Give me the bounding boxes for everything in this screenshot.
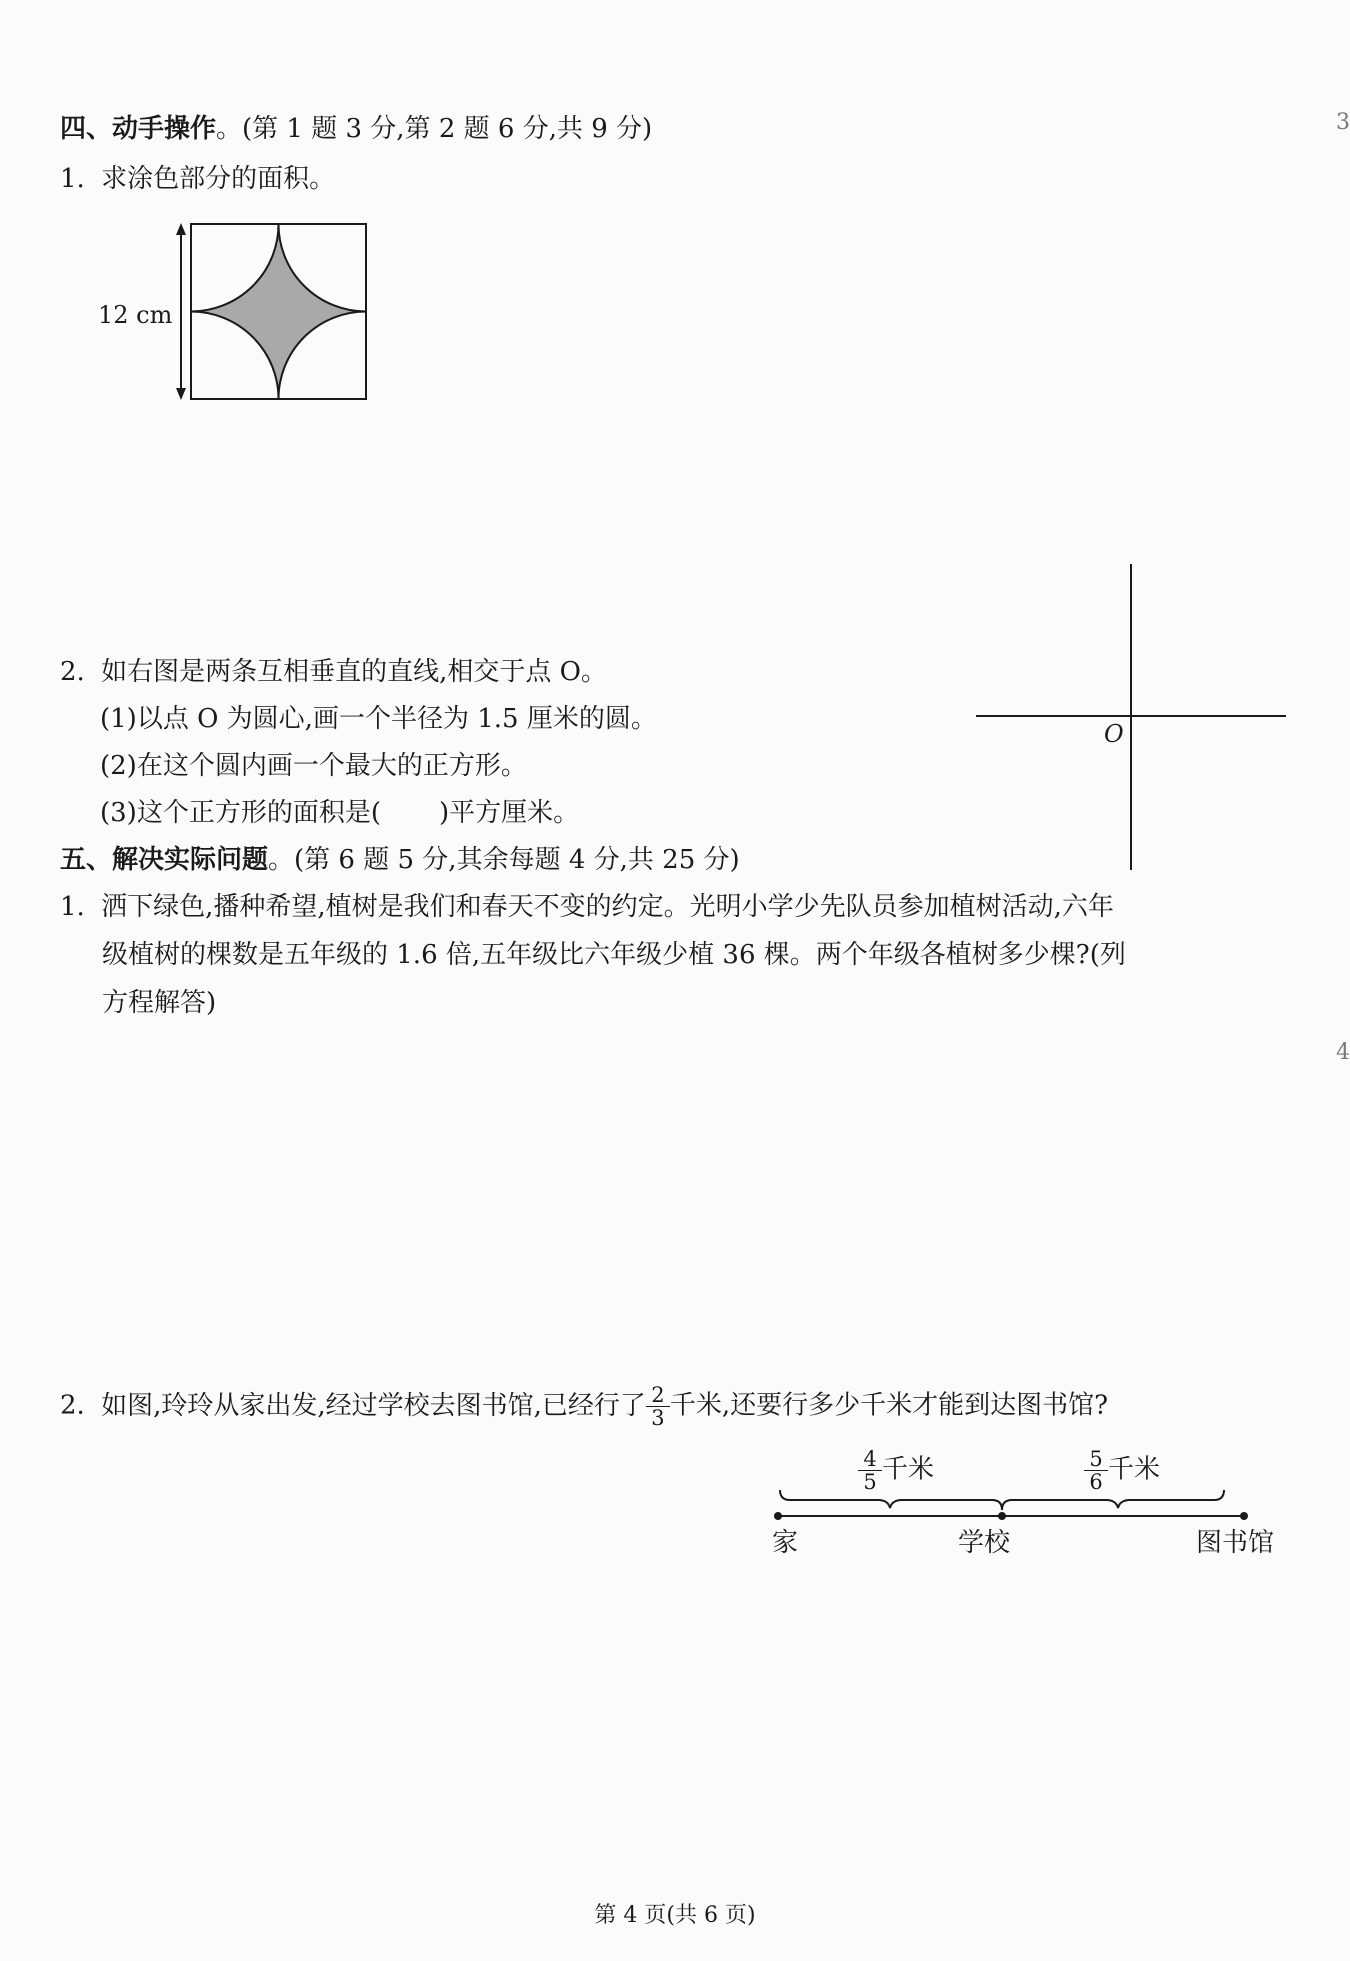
seg1-numerator: 4 — [863, 1447, 877, 1471]
frac-numerator: 2 — [651, 1383, 665, 1407]
brace-home-school — [780, 1490, 1002, 1510]
fraction-two-thirds — [648, 1384, 668, 1429]
section5-title: 五、解决实际问题 — [60, 845, 269, 875]
s5-q2 — [60, 1384, 1108, 1429]
s5-q1-text-line1: 洒下绿色,播种希望,植树是我们和春天不变的约定。光明小学少先队员参加植树活动,六年 — [101, 892, 1114, 922]
s4-q2 — [60, 655, 607, 689]
section5-note: 。(第 6 题 5 分,其余每题 4 分,共 25 分) — [268, 845, 740, 875]
label-school: 学校 — [958, 1528, 1011, 1558]
section4-note: 。(第 1 题 3 分,第 2 题 6 分,共 9 分) — [216, 114, 653, 144]
segment1-label — [858, 1448, 934, 1493]
s4-q2-number: 2. — [60, 657, 85, 687]
seg1-denominator: 5 — [863, 1470, 877, 1494]
s5-q1-line1 — [60, 890, 1114, 924]
label-home: 家 — [772, 1528, 799, 1558]
seg2-unit: 千米 — [1108, 1454, 1161, 1485]
s4-q1-number: 1. — [60, 164, 85, 194]
s5-q1-number: 1. — [60, 892, 85, 922]
fraction-five-sixths — [1086, 1448, 1106, 1493]
dimension-label: 12 cm — [98, 301, 173, 329]
s4-q2-sub2: (2)在这个圆内画一个最大的正方形。 — [100, 751, 527, 781]
point-o-label: O — [1104, 720, 1124, 748]
home-point — [774, 1512, 782, 1520]
school-point — [998, 1512, 1006, 1520]
s4-q2-text: 如右图是两条互相垂直的直线,相交于点 O。 — [101, 657, 607, 687]
perpendicular-lines-figure — [970, 560, 1290, 875]
s5-q1-text-line2: 级植树的棵数是五年级的 1.6 倍,五年级比六年级少植 36 棵。两个年级各植树多少棵?(列 — [102, 940, 1126, 970]
margin-mark-middle: 4 — [1336, 1040, 1350, 1065]
route-diagram — [770, 1480, 1260, 1530]
s4-q1 — [60, 162, 335, 196]
margin-mark-top: 3 — [1336, 110, 1350, 135]
square-star-figure — [164, 218, 370, 406]
dimension-arrow-bottom — [176, 388, 186, 400]
brace-school-library — [1002, 1490, 1224, 1510]
s5-q2-text-after: 千米,还要行多少千米才能到达图书馆? — [669, 1390, 1109, 1421]
s4-q1-text: 求涂色部分的面积。 — [101, 164, 336, 194]
seg2-numerator: 5 — [1089, 1447, 1103, 1471]
s5-q2-number: 2. — [60, 1390, 85, 1421]
seg1-unit: 千米 — [882, 1454, 935, 1485]
section4-heading — [60, 112, 652, 146]
section4-title: 四、动手操作 — [60, 114, 217, 144]
section5-heading — [60, 843, 740, 877]
library-point — [1240, 1512, 1248, 1520]
label-library: 图书馆 — [1196, 1528, 1275, 1558]
s4-q2-sub1: (1)以点 O 为圆心,画一个半径为 1.5 厘米的圆。 — [100, 704, 657, 734]
s5-q2-text-before: 如图,玲玲从家出发,经过学校去图书馆,已经行了 — [101, 1390, 646, 1421]
s4-q2-sub3-suffix: )平方厘米。 — [438, 798, 580, 828]
s4-q2-sub3-prefix: (3)这个正方形的面积是( — [100, 798, 381, 828]
s4-q2-sub3 — [100, 796, 579, 830]
frac-denominator: 3 — [651, 1406, 665, 1430]
page-footer: 第 4 页(共 6 页) — [594, 1903, 756, 1928]
s5-q1-text-line3: 方程解答) — [102, 988, 217, 1018]
shaded-region — [191, 224, 366, 399]
fraction-four-fifths — [860, 1448, 880, 1493]
seg2-denominator: 6 — [1089, 1470, 1103, 1494]
segment2-label — [1084, 1448, 1160, 1493]
dimension-arrow-top — [176, 223, 186, 235]
